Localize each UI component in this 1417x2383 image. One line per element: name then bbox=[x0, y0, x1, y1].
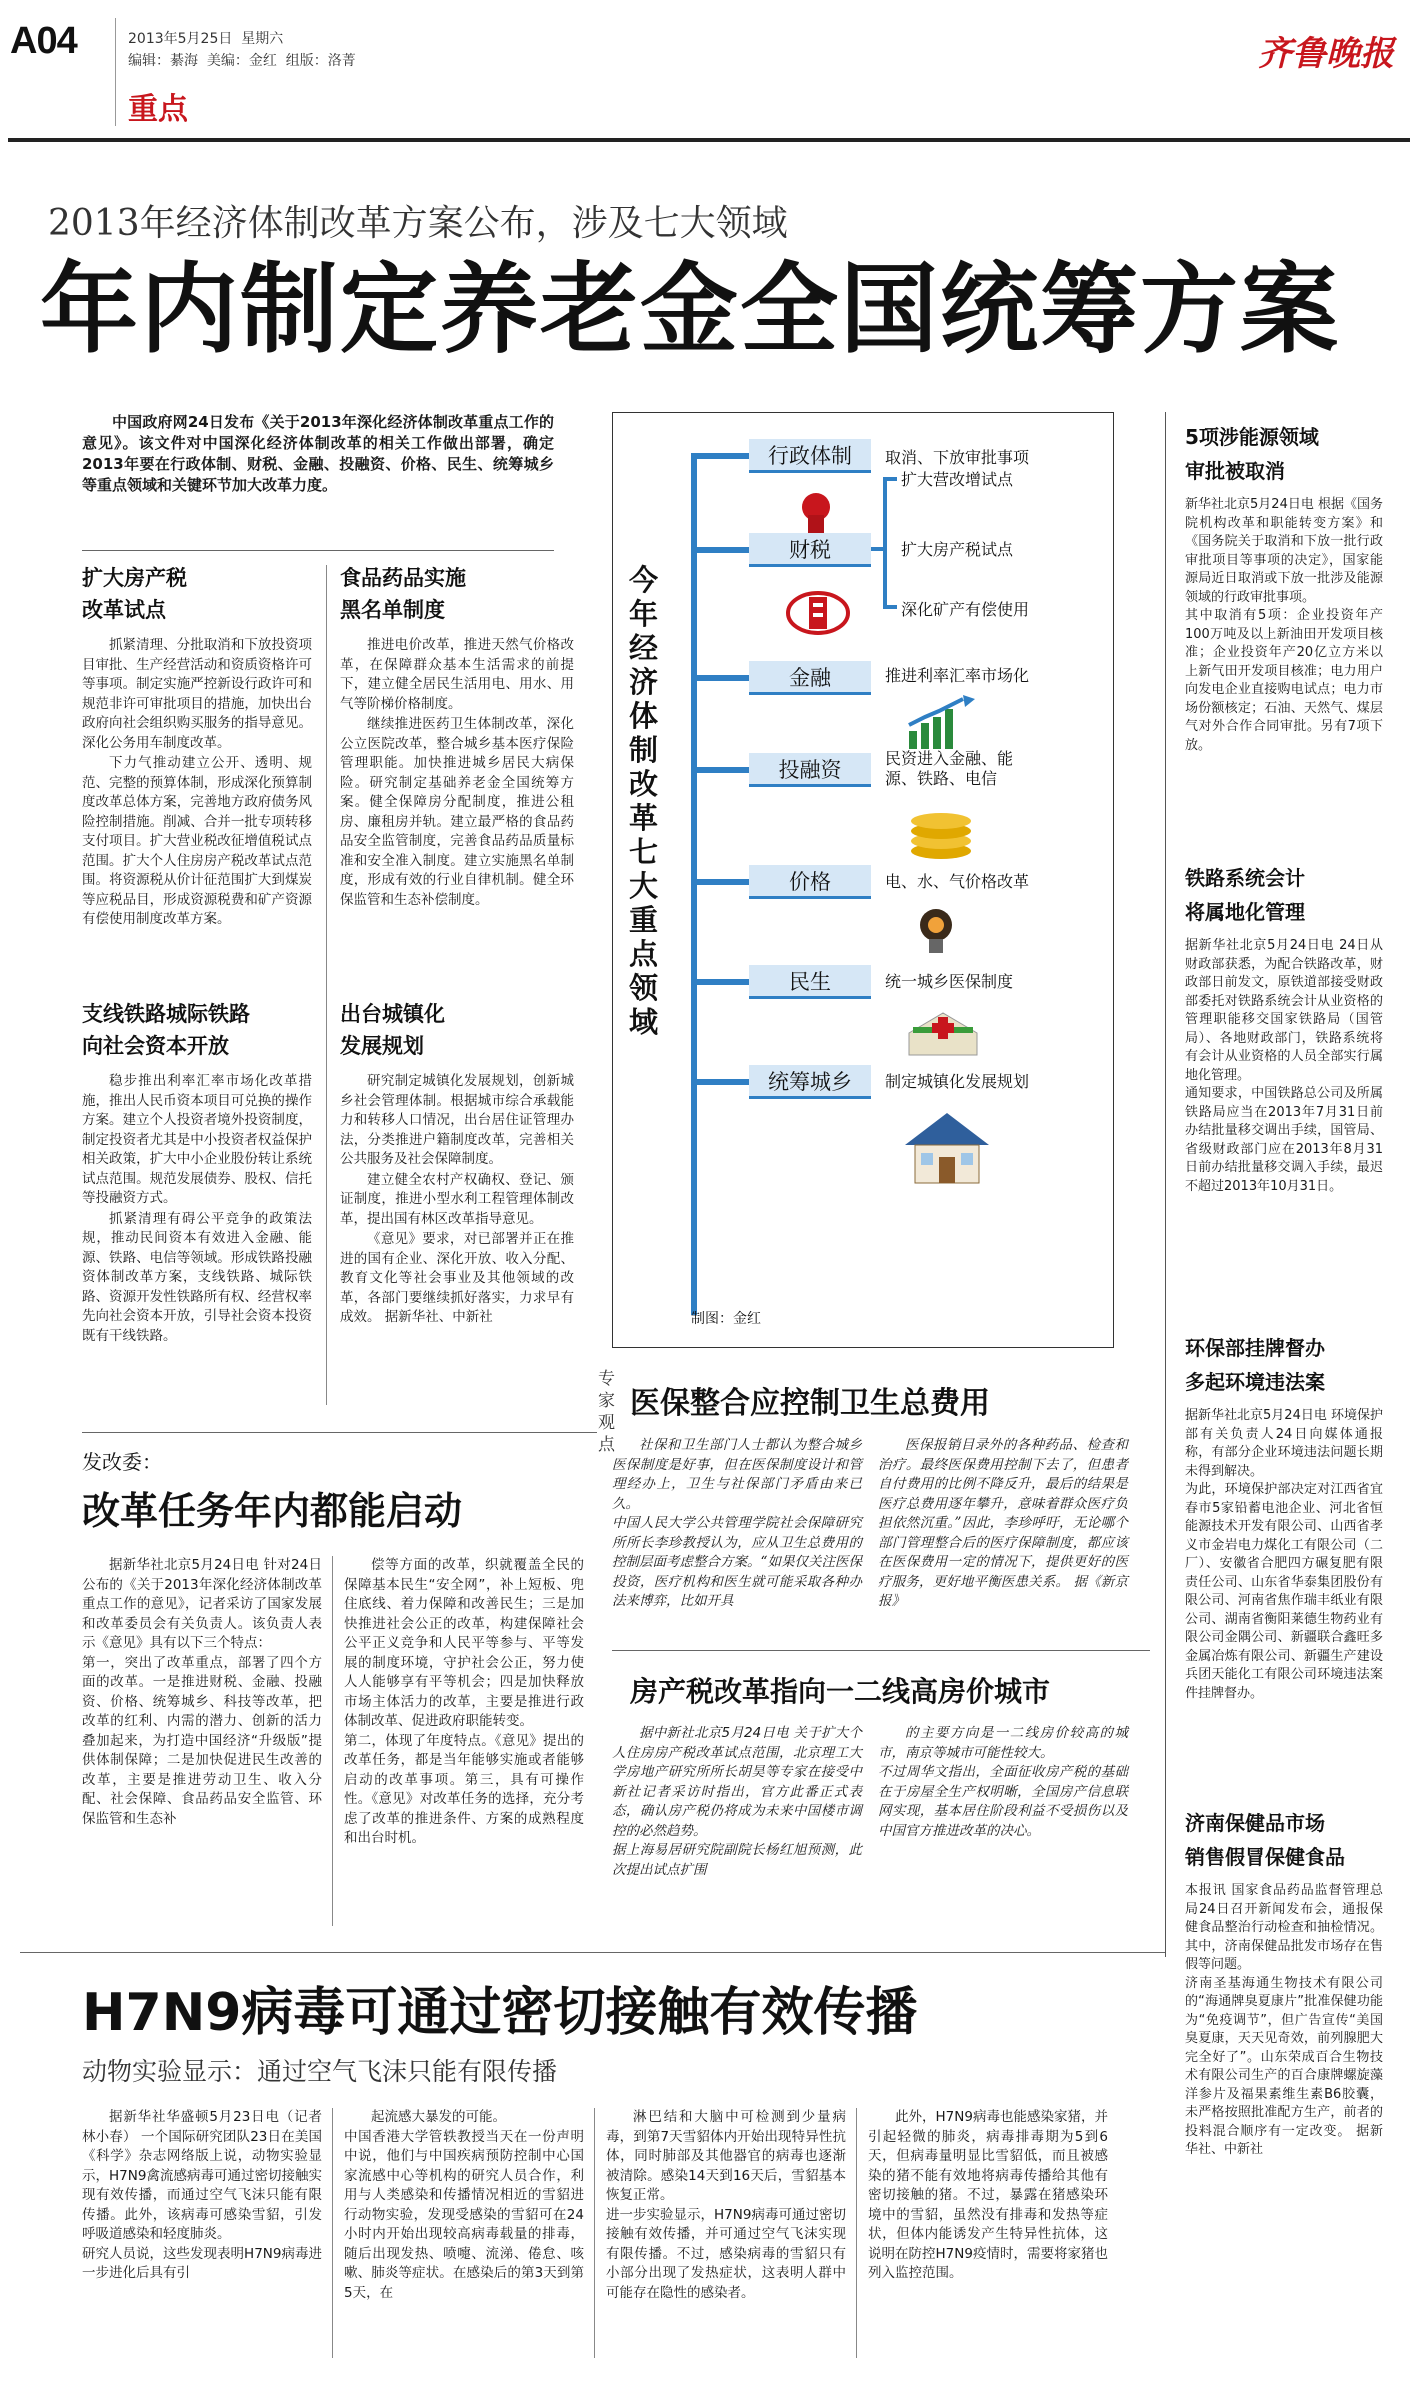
house-icon bbox=[899, 1109, 995, 1189]
item-note: 深化矿产有偿使用 bbox=[901, 600, 1030, 619]
sidebar-title-line2: 多起环境违法案 bbox=[1185, 1370, 1325, 1394]
sidebar-story bbox=[1185, 420, 1383, 861]
sidebar-body: 据新华社北京5月24日电 环境保护部有关负责人24日向媒体通报称，有部分企业环境违法问题长期未得到解决。 为此，环境保护部决定对江西省宜春市5家铅蓄电池企业、河北省恒能源技术开发有限公司、山西省孝义市金岩电力煤化工有限公司（二厂）、安徽省合肥四方碾复肥有限责任公司、山东省华泰集团股份有限公司、河南省焦作瑞丰纸业有限公司、湖南省衡阳莱德生物药业有限公司金隅公司、新疆联合鑫旺多金属冶炼有限公司、新疆生产建设兵团天能化工有限公司环境违法案件挂牌督办。 bbox=[1185, 1408, 1383, 1701]
h7n9-col4: 此外，H7N9病毒也能感染家猪，并引起轻微的肺炎，病毒排毒期为5到6天，但病毒量明显比雪貂低，而且被感染的猪不能有效地将病毒传播给其他有密切接触的猪。不过，暴露在猪感染环境中的雪貂，虽然没有排毒和发热等症状，但体内能诱发产生特异性抗体，这说明在防控H7N9疫情时，需要将家猪也列入监控范围。 bbox=[868, 2109, 1108, 2281]
lead-kicker: 2013年经济体制改革方案公布，涉及七大领域 bbox=[48, 203, 788, 244]
paragraph: 继续推进医药卫生体制改革，深化公立医院改革，整合城乡基本医疗保险管理职能。加快推进城乡居民大病保险。研究制定基础养老金全国统筹方案。健全保障房分配制度，推进公租房、廉租房并轨。建立最严格的食品药品安全监管制度，完善食品药品质量标准和安全准入制度。建立实施黑名单制度，形成有效的行业自律机制。健全环保监管和生态补偿制度。 bbox=[340, 716, 574, 908]
masthead-bottom-rule bbox=[8, 138, 1410, 142]
infographic-item-urban-rural bbox=[691, 1065, 1111, 1205]
column-separator bbox=[856, 2108, 857, 2358]
paragraph: 抓紧清理、分批取消和下放投资项目审批、生产经营活动和资质资格许可等事项。制定实施严控新设行政许可和规范非许可审批项目的措施，加快出台政府向社会组织购买服务的指导意见。深化公务用车制度改革。 bbox=[82, 637, 312, 751]
sidebar bbox=[1185, 420, 1383, 2160]
column-separator bbox=[332, 1556, 333, 1926]
sidebar-title-line1: 济南保健品市场 bbox=[1185, 1811, 1325, 1835]
item-note: 取消、下放审批事项 bbox=[885, 448, 1030, 467]
infographic-item-investment bbox=[691, 749, 1111, 863]
sidebar-title-line2: 销售假冒保健食品 bbox=[1185, 1845, 1345, 1869]
property-col1: 据中新社北京5月24日电 关于扩大个人住房房产税改革试点范围，北京理工大学房地产研究所所长胡昊等专家在接受中新社记者采访时指出，官方此番正式表态，确认房产税仍将成为未来中国楼市调控的必然趋势。 据上海易居研究院副院长杨红旭预测，此次提出试点扩围 bbox=[612, 1725, 862, 1878]
gold-coins-icon bbox=[903, 801, 979, 861]
item-label: 价格 bbox=[749, 865, 871, 899]
item-label: 民生 bbox=[749, 965, 871, 999]
lead-intro: 中国政府网24日发布《关于2013年深化经济体制改革重点工作的意见》。该文件对中国深化经济体制改革的相关工作做出部署，确定2013年要在行政体制、财税、金融、投融资、价格、民生、统筹城乡等重点领域和关键环节加大改革力度。 bbox=[82, 413, 554, 494]
subhead-line1: 扩大房产税 bbox=[82, 566, 187, 590]
section-title: 重点 bbox=[128, 92, 188, 127]
expert-col1: 社保和卫生部门人士都认为整合城乡医保制度是好事，但在医保制度设计和管理经办上，卫生与社保部门矛盾由来已久。 中国人民大学公共管理学院社会保障研究所所长李珍教授认为，应从卫生总费用的控制层面考虑整合方案。“如果仅关注医保投资，医疗机构和医生就可能采取各种办法来博弈，比如开具 bbox=[612, 1437, 862, 1609]
subhead-line2: 发展规划 bbox=[340, 1034, 424, 1058]
h7n9-headline: H7N9病毒可通过密切接触有效传播 bbox=[82, 1983, 918, 2043]
expert-view-tag: 专家观点 bbox=[598, 1369, 615, 1455]
sidebar-story bbox=[1185, 1331, 1383, 1806]
page-number: A04 bbox=[10, 20, 77, 62]
item-label: 统筹城乡 bbox=[749, 1065, 871, 1099]
item-note: 制定城镇化发展规划 bbox=[885, 1072, 1030, 1091]
masthead-divider bbox=[115, 18, 116, 126]
lead-headline: 年内制定养老金全国统筹方案 bbox=[40, 253, 1341, 367]
item-note: 扩大营改增试点 bbox=[901, 470, 1014, 489]
sidebar-body: 据新华社北京5月24日电 24日从财政部获悉，为配合铁路改革，财政部日前发文，原铁道部接受财政部委托对铁路系统会计从业资格的管理职能移交国家铁路局（国管局）、各地财政部门，铁路系统将有会计从业资格的人员全部实行属地化管理。 通知要求，中国铁路总公司及所属铁路局应当在2013年7月31日前办结批量移交调出手续，国管局、省级财政部门应在2013年8月31日前办结批量移交调入手续，最迟不超过2013年10月31日。 bbox=[1185, 938, 1383, 1194]
expert-col2: 医保报销目录外的各种药品、检查和治疗。最终医保费用控制下去了，但患者自付费用的比例不降反升，最后的结果是医疗总费用逐年攀升，意味着群众医疗负担依然沉重。”因此，李珍呼吁，无论哪个部门管理整合后的医疗保障制度，都应该在医保费用一定的情况下，提供更好的医疗服务，更好地平衡医患关系。 据《新京报》 bbox=[878, 1437, 1128, 1609]
subhead-line1: 食品药品实施 bbox=[340, 566, 466, 590]
issue-date: 2013年5月25日 星期六 bbox=[128, 31, 284, 47]
paragraph: 稳步推出利率汇率市场化改革措施，推出人民币资本项目可兑换的操作方案。建立个人投资者境外投资制度，制定投资者尤其是中小投资者权益保护相关政策，扩大中小企业股份转让系统试点范围。规范发展债券、股权、信托等投融资方式。 bbox=[82, 1073, 312, 1206]
infographic-item-price bbox=[691, 865, 1111, 965]
ndrc-headline: 改革任务年内都能启动 bbox=[82, 1489, 463, 1533]
subhead-line2: 改革试点 bbox=[82, 598, 166, 622]
item-note: 统一城乡医保制度 bbox=[885, 972, 1014, 991]
h7n9-col3: 淋巴结和大脑中可检测到少量病毒，到第7天雪貂体内开始出现特异性抗体，同时肺部及其他器官的病毒也逐渐被清除。感染14天到16天后，雪貂基本恢复正常。 进一步实验显示，H7N9病毒可通过密切接触有效传播，并可通过空气飞沫实现有限传播。不过，感染病毒的雪貂只有小部分出现了发热症状，这表明人群中可能存在隐性的感染者。 bbox=[606, 2109, 846, 2301]
paragraph: 抓紧清理有碍公平竞争的政策法规，推动民间资本有效进入金融、能源、铁路、电信等领域。形成铁路投融资体制改革方案，支线铁路、城际铁路、资源开发性铁路所有权、经营权率先向社会资本开放，引导社会资本投资既有干线铁路。 bbox=[82, 1210, 312, 1344]
item-label: 财税 bbox=[749, 533, 871, 567]
sidebar-body: 新华社北京5月24日电 根据《国务院机构改革和职能转变方案》和《国务院关于取消和下放一批行政审批项目等事项的决定》，国家能源局近日取消或下放一批涉及能源领域的行政审批事项。 其中取消有5项：企业投资年产100万吨及以上新油田开发项目核准；企业投资年产20亿立方米以上新气田开发项目核准；电力用户向发电企业直接购电试点；电力市场份额核定；石油、天然气、煤层气对外合作合同审批。另有7项下放。 bbox=[1185, 497, 1383, 753]
subhead-line2: 向社会资本开放 bbox=[82, 1034, 229, 1058]
h7n9-subhead: 动物实验显示：通过空气飞沫只能有限传播 bbox=[82, 2057, 558, 2086]
ndrc-col1: 据新华社北京5月24日电 针对24日公布的《关于2013年深化经济体制改革重点工作的意见》，记者采访了国家发展和改革委员会有关负责人。该负责人表示《意见》具有以下三个特点： 第一，突出了改革重点，部署了四个方面的改革。一是推进财税、金融、投融资、价格、统筹城乡、科技等改革，把改革的红利、内需的潜力、创新的活力叠加起来，为打造中国经济“升级版”提供体制保障；二是加快促进民生改善的改革，主要是推进劳动卫生、收入分配、社会保障、食品药品安全监管、环保监管和生态补 bbox=[82, 1557, 322, 1827]
infographic-item-welfare bbox=[691, 965, 1111, 1065]
ndrc-top-rule bbox=[82, 1432, 597, 1433]
paragraph: 建立健全农村产权确权、登记、颁证制度，推进小型水利工程管理体制改革，提出国有林区改革指导意见。 bbox=[340, 1171, 574, 1227]
h7n9-col1: 据新华社华盛顿5月23日电（记者 林小春） 一个国际研究团队23日在美国《科学》杂志网络版上说，动物实验显示，H7N9禽流感病毒可通过密切接触实现有效传播，而通过空气飞沫只能有限传播。此外，该病毒可感染雪貂，引发呼吸道感染和轻度肺炎。 研究人员说，这些发现表明H7N9病毒进一步进化后具有引 bbox=[82, 2109, 322, 2281]
column-separator bbox=[594, 2108, 595, 2358]
sidebar-story bbox=[1185, 861, 1383, 1331]
expert-bottom-rule bbox=[612, 1650, 1150, 1651]
infographic-vertical-title: 今年经济体制改革七大重点领域 bbox=[629, 563, 659, 1039]
column-separator bbox=[332, 2108, 333, 2358]
stock-chart-icon bbox=[905, 695, 979, 751]
paragraph: 推进电价改革，推进天然气价格改革，在保障群众基本生活需求的前提下，建立健全居民生活用电、用水、用气等阶梯价格制度。 bbox=[340, 637, 574, 712]
lead-col1-section2 bbox=[82, 998, 312, 1347]
intro-rule bbox=[82, 550, 554, 551]
property-headline: 房产税改革指向一二线高房价城市 bbox=[630, 1675, 1051, 1708]
sidebar-title-line1: 5项涉能源领域 bbox=[1185, 425, 1319, 449]
h7n9-top-rule bbox=[20, 1952, 1165, 1953]
paragraph: 下力气推动建立公开、透明、规范、完整的预算体制，形成深化预算制度改革总体方案，完善地方政府债务风险控制措施。削减、合并一批专项转移支付项目。扩大营业税改征增值税试点范围。扩大个人住房房产税改革试点范围。将资源税从价计征范围扩大到煤炭等应税品目，形成资源税费和矿产资源有偿使用制度改革方案。 bbox=[82, 755, 312, 927]
property-col2: 的主要方向是一二线房价较高的城市，南京等城市可能性较大。 不过周华文指出，全面征收房产税的基础在于房屋全生产权明晰，全国房产信息联网实现，基本居住阶段利益不受损伤以及中国官方推进改革的决心。 bbox=[878, 1725, 1128, 1839]
sidebar-title-line2: 审批被取消 bbox=[1185, 459, 1285, 483]
infographic-item-fiscal bbox=[691, 470, 1111, 673]
infographic-item-finance bbox=[691, 661, 1111, 751]
hospital-icon bbox=[903, 1003, 983, 1059]
lead-col1-section1 bbox=[82, 562, 312, 931]
newspaper-logo: 齐鲁晚报 bbox=[1258, 34, 1394, 74]
infographic-frame bbox=[612, 412, 1114, 1348]
item-label: 金融 bbox=[749, 661, 871, 695]
lead-col2-section2 bbox=[340, 998, 574, 1329]
ndrc-col2: 偿等方面的改革，织就覆盖全民的保障基本民生“安全网”，补上短板、兜住底线、着力保障和改善民生；三是加快推进社会公正的改革，构建保障社会公平正义竞争和人民平等参与、平等发展的制度环境，守护社会公正，努力使人人能够享有平等机会；四是加快释放市场主体活力的改革，主要是推进行政体制改革、促进政府职能转变。 第二，体现了年度特点。《意见》提出的改革任务，都是当年能够实施或者能够启动的改革事项。第三，具有可操作性。《意见》对改革任务的选择，充分考虑了改革的推进条件、方案的成熟程度和出台时机。 bbox=[344, 1557, 584, 1846]
h7n9-col2: 起流感大暴发的可能。 中国香港大学管轶教授当天在一份声明中说，他们与中国疾病预防控制中心国家流感中心等机构的研究人员合作，利用与人类感染和传播情况相近的雪貂进行动物实验，发现受感染的雪貂可在24小时内开始出现较高病毒载量的排毒，随后出现发热、喷嚏、流涕、倦怠、咳嗽、肺炎等症状。在感染后的第3天到第5天，在 bbox=[344, 2109, 584, 2301]
lead-col2-section1 bbox=[340, 562, 574, 911]
sidebar-separator bbox=[1165, 412, 1166, 1957]
paragraph: 《意见》要求，对已部署并正在推进的国有企业、深化开放、收入分配、教育文化等社会事业及其他领域的改革，各部门要继续抓好落实，力求早有成效。 据新华社、中新社 bbox=[340, 1231, 574, 1325]
sidebar-story bbox=[1185, 1806, 1383, 2160]
sidebar-body: 本报讯 国家食品药品监督管理总局24日召开新闻发布会，通报保健食品整治行动检查和抽检情况。其中，济南保健品批发市场存在售假等问题。 济南圣基海通生物技术有限公司的“海通牌臭夏康片”批准保健功能为“免疫调节”，但广告宣传“美国臭夏康，天天见奇效，前列腺肥大完全好了”。山东荣成百合生物技术有限公司生产的百合康牌螺旋藻洋参片及福果素维生素B6胶囊，未严格按照批准配方生产，前者的投料混合顺序有一定改变。 据新华社、中新社 bbox=[1185, 1883, 1383, 2157]
item-note: 扩大房产税试点 bbox=[901, 540, 1014, 559]
sidebar-title-line1: 环保部挂牌督办 bbox=[1185, 1336, 1325, 1360]
item-label: 行政体制 bbox=[749, 439, 871, 473]
subhead-line2: 黑名单制度 bbox=[340, 598, 445, 622]
tax-emblem-icon bbox=[783, 583, 853, 643]
item-note: 推进利率汇率市场化 bbox=[885, 666, 1030, 685]
item-note: 电、水、气价格改革 bbox=[885, 872, 1030, 891]
editor-credits: 编辑：綦海 美编：金红 组版：洛菁 bbox=[128, 53, 356, 69]
expert-headline: 医保整合应控制卫生总费用 bbox=[630, 1386, 990, 1421]
item-note: 民资进入金融、能源、铁路、电信 bbox=[885, 749, 1014, 788]
sidebar-title-line2: 将属地化管理 bbox=[1185, 900, 1305, 924]
sidebar-title-line1: 铁路系统会计 bbox=[1185, 866, 1305, 890]
paragraph: 研究制定城镇化发展规划，创新城乡社会管理体制。根据城市综合承载能力和转移人口情况，出台居住证管理办法，分类推进户籍制度改革，完善相关公共服务及社会保障制度。 bbox=[340, 1073, 574, 1167]
subhead-line1: 支线铁路城际铁路 bbox=[82, 1002, 250, 1026]
ndrc-kicker: 发改委： bbox=[82, 1450, 162, 1474]
infographic-credit: 制图：金红 bbox=[691, 1311, 761, 1327]
subhead-line1: 出台城镇化 bbox=[340, 1002, 445, 1026]
item-label: 投融资 bbox=[749, 753, 871, 787]
light-bulb-icon bbox=[911, 903, 961, 963]
column-separator bbox=[326, 565, 327, 1405]
